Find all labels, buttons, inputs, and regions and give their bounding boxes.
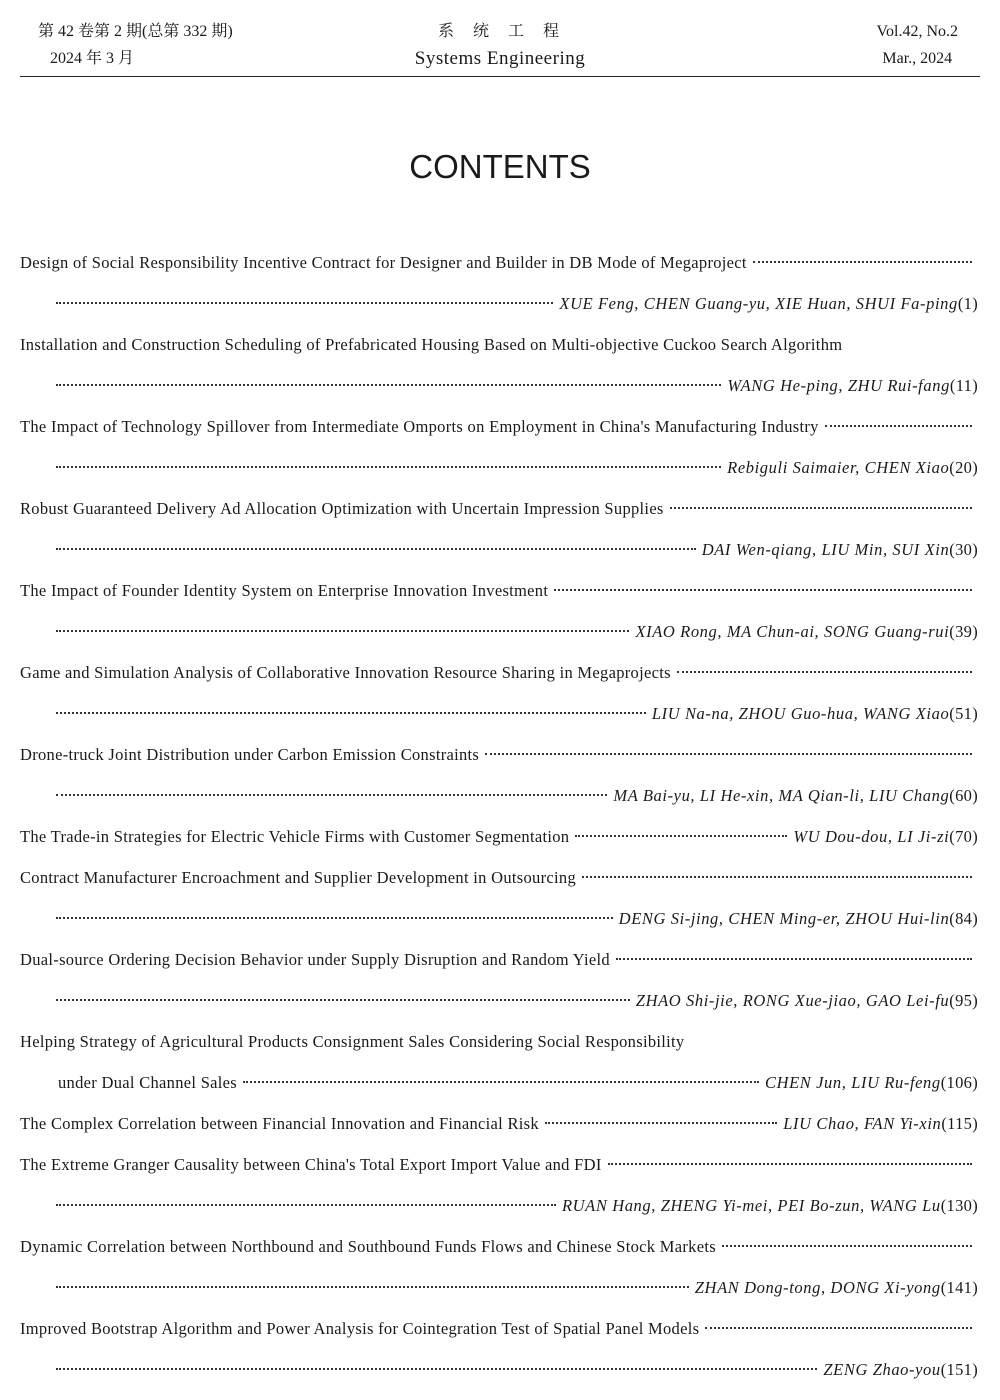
entry-authors: LIU Na-na, ZHOU Guo-hua, WANG Xiao: [651, 704, 950, 723]
entry-title: The Trade-in Strategies for Electric Vehicle Firms with Customer Segmentation: [20, 827, 570, 846]
toc-entry-authors[interactable]: [20, 1349, 978, 1390]
toc-entry-authors[interactable]: [20, 898, 978, 939]
entry-authors: ZENG Zhao-you: [823, 1360, 941, 1379]
date-en: Mar., 2024: [882, 50, 953, 67]
entry-title: Installation and Construction Scheduling of Prefabricated Housing Based on Multi-objective Cuckoo Search Algorithm: [20, 335, 843, 354]
entry-page: (20): [949, 458, 978, 477]
entry-title: Helping Strategy of Agricultural Products Consignment Sales Considering Social Responsibility: [20, 1032, 685, 1051]
dot-leader: [485, 753, 972, 755]
toc-entry-title[interactable]: [20, 1021, 978, 1062]
entry-title: Contract Manufacturer Encroachment and Supplier Development in Outsourcing: [20, 868, 576, 887]
entry-page: (11): [949, 376, 978, 395]
dot-leader: [56, 999, 630, 1001]
toc-entry-title[interactable]: [20, 570, 978, 611]
toc-entry-title[interactable]: [20, 857, 978, 898]
toc-entry-authors[interactable]: [20, 1185, 978, 1226]
entry-page: (84): [949, 909, 978, 928]
entry-page: (141): [940, 1278, 978, 1297]
issue-info-en: [877, 18, 959, 72]
toc-entry-authors[interactable]: [20, 611, 978, 652]
entry-title: Dual-source Ordering Decision Behavior under Supply Disruption and Random Yield: [20, 950, 610, 969]
toc-entry-authors[interactable]: [20, 447, 978, 488]
entry-page: (130): [940, 1196, 978, 1215]
toc-entry-title[interactable]: [20, 242, 978, 283]
dot-leader: [608, 1163, 972, 1165]
journal-header: [20, 14, 980, 77]
dot-leader: [705, 1327, 972, 1329]
toc-entry-title[interactable]: [20, 1308, 978, 1349]
toc-entry-authors[interactable]: [20, 693, 978, 734]
toc-entry-authors[interactable]: [20, 980, 978, 1021]
dot-leader: [56, 1286, 689, 1288]
toc-entry-authors[interactable]: [20, 529, 978, 570]
dot-leader: [56, 548, 696, 550]
dot-leader: [56, 917, 613, 919]
entry-title: Robust Guaranteed Delivery Ad Allocation Optimization with Uncertain Impression Supplies: [20, 499, 664, 518]
toc-entry-title[interactable]: [20, 734, 978, 775]
entry-authors: XUE Feng, CHEN Guang-yu, XIE Huan, SHUI Fa-ping: [559, 294, 958, 313]
dot-leader: [545, 1122, 777, 1124]
toc-entry-title[interactable]: [20, 1144, 978, 1185]
entry-authors: XIAO Rong, MA Chun-ai, SONG Guang-rui: [635, 622, 950, 641]
dot-leader: [56, 712, 646, 714]
toc-entry-title[interactable]: [20, 324, 978, 365]
toc-entry-title[interactable]: [20, 406, 978, 447]
toc-entry[interactable]: [20, 816, 978, 857]
entry-authors: DAI Wen-qiang, LIU Min, SUI Xin: [701, 540, 950, 559]
entry-page: (151): [940, 1360, 978, 1379]
toc-entry-title[interactable]: [20, 1226, 978, 1267]
entry-page: (106): [940, 1073, 978, 1092]
entry-title: Design of Social Responsibility Incentive Contract for Designer and Builder in DB Mode of Megaproject: [20, 253, 747, 272]
entry-authors: RUAN Hang, ZHENG Yi-mei, PEI Bo-zun, WANG Lu: [561, 1196, 941, 1215]
entry-title: Improved Bootstrap Algorithm and Power Analysis for Cointegration Test of Spatial Panel Models: [20, 1319, 700, 1338]
entry-page: (60): [949, 786, 978, 805]
toc-entry-authors[interactable]: [20, 775, 978, 816]
journal-name: [20, 18, 980, 72]
table-of-contents: [20, 242, 978, 1390]
dot-leader: [677, 671, 972, 673]
dot-leader: [825, 425, 972, 427]
dot-leader: [56, 630, 629, 632]
entry-page: (39): [949, 622, 978, 641]
entry-title-continued: under Dual Channel Sales: [58, 1073, 238, 1092]
entry-authors: DENG Si-jing, CHEN Ming-er, ZHOU Hui-lin: [618, 909, 950, 928]
dot-leader: [616, 958, 972, 960]
entry-title: The Impact of Technology Spillover from Intermediate Omports on Employment in China's Manufacturing Industry: [20, 417, 819, 436]
entry-title: The Impact of Founder Identity System on Enterprise Innovation Investment: [20, 581, 549, 600]
dot-leader: [575, 835, 787, 837]
dot-leader: [56, 1368, 817, 1370]
entry-title: Dynamic Correlation between Northbound and Southbound Funds Flows and Chinese Stock Markets: [20, 1237, 716, 1256]
toc-entry-title[interactable]: [20, 488, 978, 529]
entry-title: The Complex Correlation between Financial Innovation and Financial Risk: [20, 1114, 539, 1133]
entry-page: (70): [949, 827, 978, 846]
entry-title: Drone-truck Joint Distribution under Carbon Emission Constraints: [20, 745, 480, 764]
entry-page: (1): [957, 294, 978, 313]
toc-entry-authors[interactable]: [20, 283, 978, 324]
journal-name-cn: 系统工程: [437, 23, 578, 40]
toc-entry[interactable]: [20, 1103, 978, 1144]
entry-page: (95): [949, 991, 978, 1010]
dot-leader: [56, 794, 607, 796]
dot-leader: [582, 876, 972, 878]
dot-leader: [753, 261, 972, 263]
entry-authors: MA Bai-yu, LI He-xin, MA Qian-li, LIU Chang: [613, 786, 950, 805]
entry-page: (51): [949, 704, 978, 723]
dot-leader: [56, 384, 721, 386]
volume-issue-en: Vol.42, No.2: [876, 23, 958, 40]
dot-leader: [56, 302, 553, 304]
dot-leader: [243, 1081, 759, 1083]
page-title: CONTENTS: [409, 148, 591, 185]
toc-entry-title[interactable]: [20, 652, 978, 693]
entry-authors: LIU Chao, FAN Yi-xin: [783, 1114, 942, 1133]
entry-authors: WU Dou-dou, LI Ji-zi: [793, 827, 950, 846]
journal-name-en: Systems Engineering: [414, 48, 586, 69]
dot-leader: [56, 466, 721, 468]
entry-authors: ZHAO Shi-jie, RONG Xue-jiao, GAO Lei-fu: [635, 991, 950, 1010]
toc-entry-title[interactable]: [20, 939, 978, 980]
entry-authors: WANG He-ping, ZHU Rui-fang: [727, 376, 950, 395]
entry-page: (115): [941, 1114, 978, 1133]
dot-leader: [670, 507, 972, 509]
dot-leader: [554, 589, 972, 591]
entry-title: Game and Simulation Analysis of Collaborative Innovation Resource Sharing in Megaprojects: [20, 663, 671, 682]
toc-entry-authors[interactable]: [20, 1267, 978, 1308]
entry-authors: Rebiguli Saimaier, CHEN Xiao: [727, 458, 950, 477]
entry-page: (30): [949, 540, 978, 559]
date-cn: 2024 年 3 月: [50, 50, 135, 67]
entry-authors: CHEN Jun, LIU Ru-feng: [765, 1073, 941, 1092]
toc-entry-authors[interactable]: [20, 365, 978, 406]
dot-leader: [56, 1204, 556, 1206]
toc-entry-authors[interactable]: [20, 1062, 978, 1103]
entry-authors: ZHAN Dong-tong, DONG Xi-yong: [694, 1278, 941, 1297]
volume-issue-cn: 第 42 卷第 2 期(总第 332 期): [38, 23, 233, 40]
entry-title: The Extreme Granger Causality between China's Total Export Import Value and FDI: [20, 1155, 602, 1174]
dot-leader: [722, 1245, 972, 1247]
